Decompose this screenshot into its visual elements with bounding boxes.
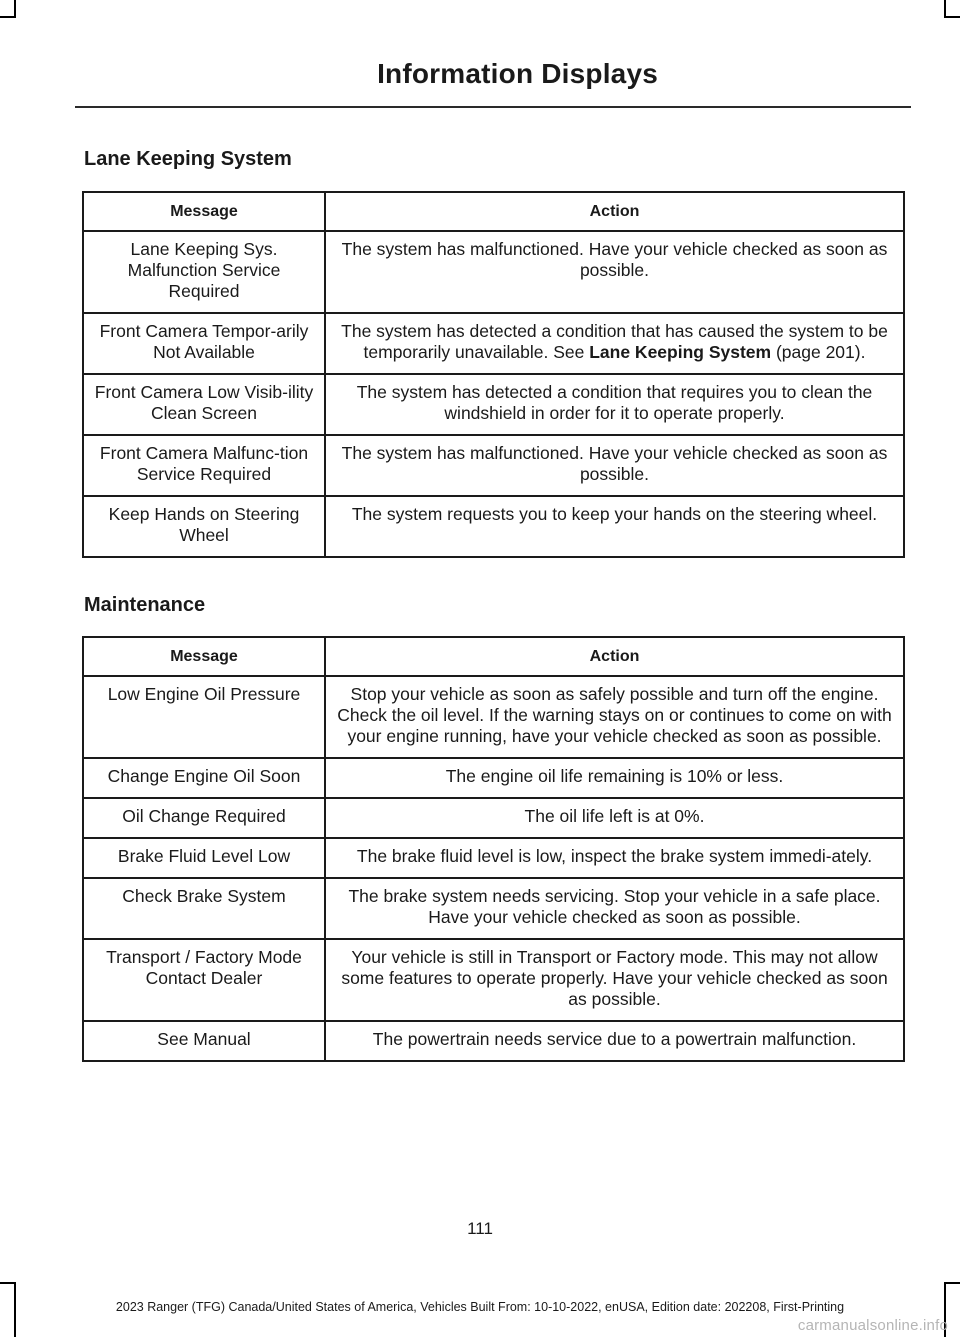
action-cell: The system has malfunctioned. Have your vehicle checked as soon as possible.	[325, 231, 904, 313]
crop-mark	[0, 1282, 16, 1284]
action-cell: The engine oil life remaining is 10% or less.	[325, 758, 904, 798]
message-cell: See Manual	[83, 1021, 325, 1061]
action-cell: The system has detected a condition that requires you to clean the windshield in order for it to operate properly.	[325, 374, 904, 435]
action-cell: The powertrain needs service due to a powertrain malfunction.	[325, 1021, 904, 1061]
table-row	[83, 798, 904, 838]
message-cell: Check Brake System	[83, 878, 325, 939]
page-reference: (page 201).	[771, 342, 866, 362]
action-cell	[325, 313, 904, 374]
table-row	[83, 374, 904, 435]
column-header-action: Action	[325, 637, 904, 676]
table-header-row	[83, 637, 904, 676]
action-cell: The brake system needs servicing. Stop your vehicle in a safe place. Have your vehicle checked as soon as possible.	[325, 878, 904, 939]
watermark: carmanualsonline.info	[797, 1317, 948, 1334]
page-number: 111	[467, 1219, 493, 1238]
table-row	[83, 231, 904, 313]
message-cell: Front Camera Low Visib-ility Clean Screen	[83, 374, 325, 435]
crop-mark	[0, 16, 16, 18]
footer-text: 2023 Ranger (TFG) Canada/United States of America, Vehicles Built From: 10-10-2022, enUSA, Edition date: 202208, First-Printing	[115, 1300, 845, 1314]
action-cell: The system has malfunctioned. Have your vehicle checked as soon as possible.	[325, 435, 904, 496]
maintenance-table	[82, 636, 905, 1062]
message-cell: Keep Hands on Steering Wheel	[83, 496, 325, 557]
message-cell: Oil Change Required	[83, 798, 325, 838]
page-title: Information Displays	[377, 58, 658, 89]
message-cell: Change Engine Oil Soon	[83, 758, 325, 798]
message-cell: Transport / Factory Mode Contact Dealer	[83, 939, 325, 1021]
table-row	[83, 838, 904, 878]
section-heading-maintenance: Maintenance	[84, 594, 206, 616]
header-divider	[75, 106, 911, 108]
table-row	[83, 758, 904, 798]
action-cell: The oil life left is at 0%.	[325, 798, 904, 838]
column-header-message: Message	[83, 192, 325, 231]
cross-reference-link[interactable]: Lane Keeping System	[589, 342, 772, 362]
message-cell: Front Camera Tempor-arily Not Available	[83, 313, 325, 374]
table-row	[83, 313, 904, 374]
action-cell: Your vehicle is still in Transport or Factory mode. This may not allow some features to operate properly. Have your vehicle checked as soon as possible.	[325, 939, 904, 1021]
table-row	[83, 878, 904, 939]
message-cell: Brake Fluid Level Low	[83, 838, 325, 878]
section-heading-lane-keeping: Lane Keeping System	[84, 148, 292, 170]
column-header-message: Message	[83, 637, 325, 676]
table-row	[83, 496, 904, 557]
message-cell: Front Camera Malfunc-tion Service Required	[83, 435, 325, 496]
table-header-row	[83, 192, 904, 231]
crop-mark	[944, 16, 960, 18]
action-cell: The brake fluid level is low, inspect the brake system immedi-ately.	[325, 838, 904, 878]
action-cell: The system requests you to keep your hands on the steering wheel.	[325, 496, 904, 557]
crop-mark	[944, 1282, 960, 1284]
column-header-action: Action	[325, 192, 904, 231]
action-cell: Stop your vehicle as soon as safely possible and turn off the engine. Check the oil level. If the warning stays on or continues to come on with your engine running, have your vehicle checked as soon as possible.	[325, 676, 904, 758]
message-cell: Low Engine Oil Pressure	[83, 676, 325, 758]
action-text: The system has detected a condition that has caused the system to be temporarily unavailable. See	[341, 321, 888, 362]
table-row	[83, 1021, 904, 1061]
message-cell: Lane Keeping Sys. Malfunction Service Required	[83, 231, 325, 313]
table-row	[83, 435, 904, 496]
table-row	[83, 676, 904, 758]
lane-keeping-table	[82, 191, 905, 558]
table-row	[83, 939, 904, 1021]
